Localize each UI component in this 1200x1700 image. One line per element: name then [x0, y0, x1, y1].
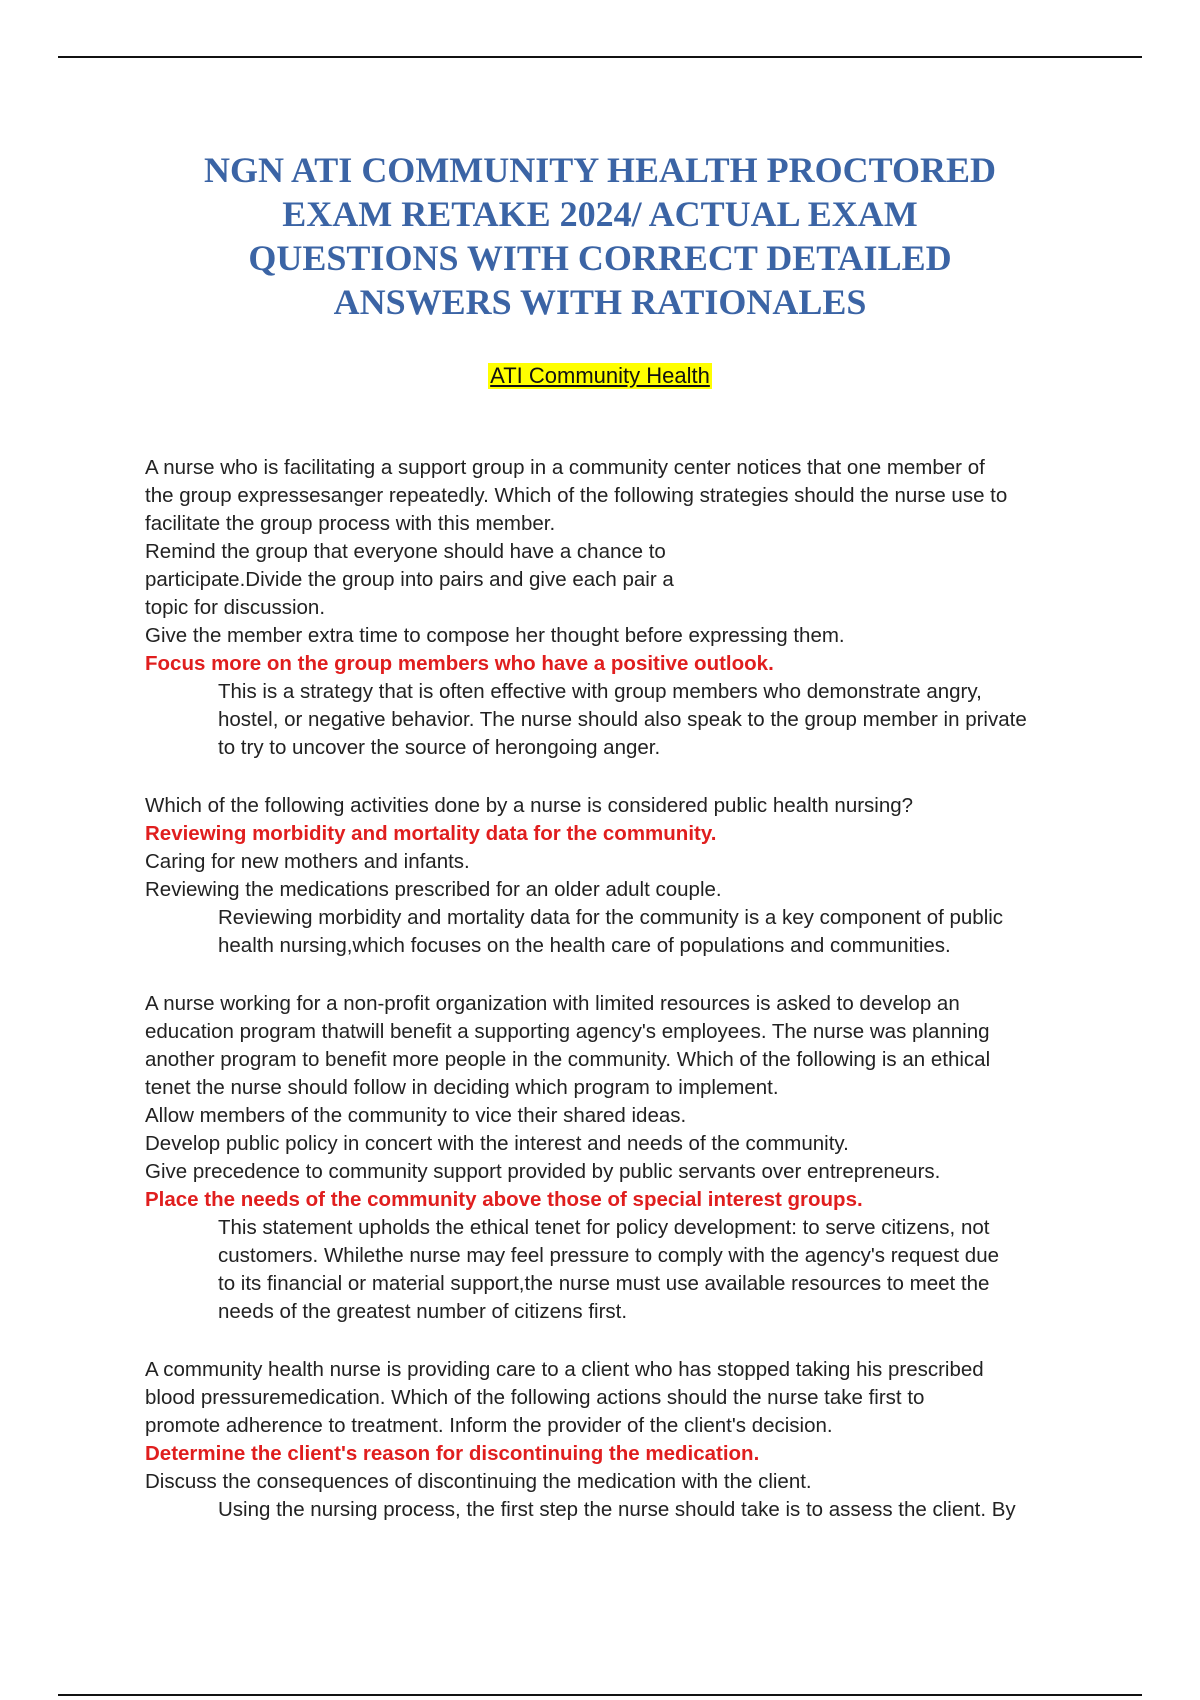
question-stem-line: another program to benefit more people in the community. Which of the following is an ethical [145, 1048, 991, 1071]
rationale-line: health nursing,which focuses on the health care of populations and communities. [218, 934, 951, 957]
subtitle-container [0, 363, 1200, 389]
correct-answer: Place the needs of the community above those of special interest groups. [145, 1188, 863, 1211]
question-stem-line: the group expressesanger repeatedly. Which of the following strategies should the nurse use to [145, 484, 1008, 507]
title-line: NGN ATI COMMUNITY HEALTH PROCTORED [203, 150, 997, 190]
title-line: QUESTIONS WITH CORRECT DETAILED [248, 238, 952, 278]
bottom-rule [58, 1694, 1142, 1696]
rationale-line: This is a strategy that is often effective with group members who demonstrate angry, [218, 680, 982, 703]
question-block [145, 990, 1105, 1326]
question-stem-line: tenet the nurse should follow in deciding which program to implement. [145, 1076, 779, 1099]
question-stem-line: blood pressuremedication. Which of the following actions should the nurse take first to [145, 1386, 925, 1409]
question-block [145, 792, 1105, 960]
correct-answer: Focus more on the group members who have a positive outlook. [145, 652, 774, 675]
answer-option: Allow members of the community to vice their shared ideas. [145, 1104, 687, 1127]
rationale-line: Using the nursing process, the first step the nurse should take is to assess the client. By [218, 1498, 1016, 1521]
answer-option: Reviewing the medications prescribed for an older adult couple. [145, 878, 722, 901]
question-list [145, 454, 1105, 1554]
question-stem-line: A community health nurse is providing care to a client who has stopped taking his prescribed [145, 1358, 984, 1381]
answer-option: Give precedence to community support provided by public servants over entrepreneurs. [145, 1160, 941, 1183]
question-block [145, 454, 1105, 762]
correct-answer: Reviewing morbidity and mortality data for the community. [145, 822, 717, 845]
answer-option: Caring for new mothers and infants. [145, 850, 470, 873]
document-title [130, 148, 1070, 324]
subtitle-link[interactable]: ATI Community Health [490, 363, 710, 388]
rationale-line: to its financial or material support,the nurse must use available resources to meet the [218, 1272, 990, 1295]
question-stem-line: Which of the following activities done by a nurse is considered public health nursing? [145, 794, 914, 817]
rationale-line: Reviewing morbidity and mortality data for the community is a key component of public [218, 906, 1004, 929]
question-block [145, 1356, 1105, 1524]
answer-option: topic for discussion. [145, 596, 326, 619]
answer-option: participate.Divide the group into pairs and give each pair a [145, 568, 674, 591]
question-stem-line: A nurse working for a non-profit organization with limited resources is asked to develop an [145, 992, 960, 1015]
question-stem-line: promote adherence to treatment. Inform the provider of the client's decision. [145, 1414, 833, 1437]
answer-option: Develop public policy in concert with the interest and needs of the community. [145, 1132, 849, 1155]
rationale-line: needs of the greatest number of citizens first. [218, 1300, 628, 1323]
question-stem-line: A nurse who is facilitating a support group in a community center notices that one member of [145, 456, 985, 479]
answer-option: Discuss the consequences of discontinuing the medication with the client. [145, 1470, 812, 1493]
rationale-line: hostel, or negative behavior. The nurse should also speak to the group member in private [218, 708, 1027, 731]
rationale-line: customers. Whilethe nurse may feel pressure to comply with the agency's request due [218, 1244, 1000, 1267]
question-stem-line: education program thatwill benefit a supporting agency's employees. The nurse was planning [145, 1020, 990, 1043]
rationale-line: to try to uncover the source of herongoing anger. [218, 736, 661, 759]
rationale-line: This statement upholds the ethical tenet for policy development: to serve citizens, not [218, 1216, 990, 1239]
answer-option: Give the member extra time to compose her thought before expressing them. [145, 624, 845, 647]
top-rule [58, 56, 1142, 58]
title-line: ANSWERS WITH RATIONALES [333, 282, 867, 322]
correct-answer: Determine the client's reason for discontinuing the medication. [145, 1442, 760, 1465]
answer-option: Remind the group that everyone should have a chance to [145, 540, 666, 563]
title-line: EXAM RETAKE 2024/ ACTUAL EXAM [282, 194, 918, 234]
question-stem-line: facilitate the group process with this member. [145, 512, 556, 535]
